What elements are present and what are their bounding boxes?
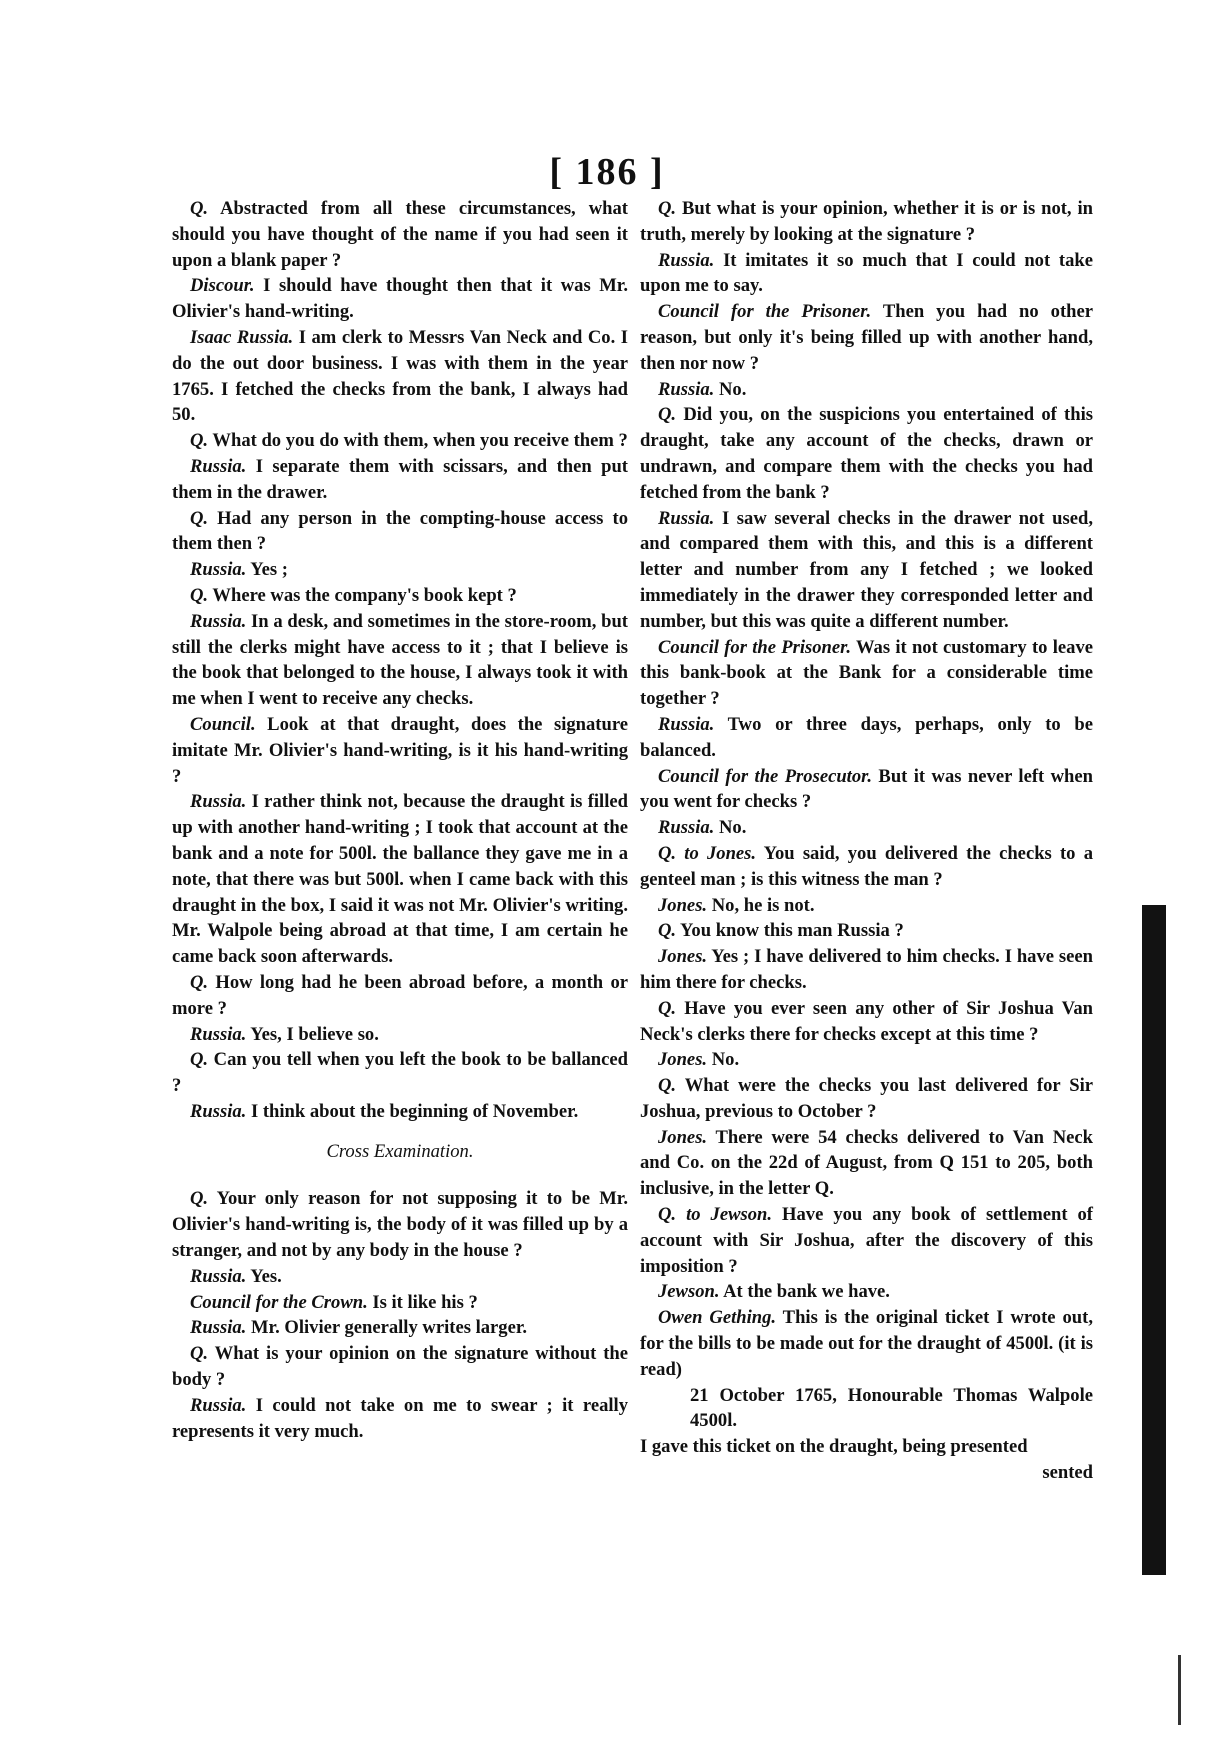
catchword: sented [1042, 1462, 1093, 1484]
testimony-paragraph [640, 944, 1093, 996]
testimony-text: Can you tell when you left the book to be ballanced ? [172, 1049, 628, 1097]
testimony-paragraph [172, 1047, 628, 1099]
speaker-label: Jones. [658, 1126, 708, 1148]
testimony-text: Yes ; [246, 559, 288, 581]
ticket-entry: 21 October 1765, Honourable Thomas Walpole 4500l. [690, 1384, 1093, 1432]
speaker-label: Russia. [190, 1100, 247, 1122]
testimony-paragraph [172, 428, 628, 454]
speaker-label: Jewson. [658, 1281, 720, 1303]
testimony-text: I saw several checks in the drawer not used, and compared them with this, and this is a different letter and number from any I fetched ; we looked immediately in the drawer they corresponded letter and number, but this was quite a different number. [640, 507, 1093, 632]
testimony-text: There were 54 checks delivered to Van Neck and Co. on the 22d of August, from Q 151 to 205, both inclusive, in the letter Q. [640, 1126, 1093, 1200]
speaker-label: Russia. [190, 610, 247, 632]
page-number: [ 186 ] [549, 151, 665, 193]
speaker-label: Council. [190, 713, 256, 735]
testimony-text: Did you, on the suspicions you entertained of this draught, take any account of the checks, drawn or undrawn, and compare them with the checks you had fetched from the bank ? [640, 404, 1093, 503]
speaker-label: Council for the Prosecutor. [658, 765, 872, 787]
testimony-paragraph [172, 506, 628, 558]
testimony-text: How long had he been abroad before, a month or more ? [172, 971, 628, 1019]
testimony-paragraph [172, 1290, 628, 1316]
testimony-text: Your only reason for not supposing it to be Mr. Olivier's hand-writing is, the body of it was filled up by a stranger, and not by any body in the house ? [172, 1188, 628, 1262]
testimony-text: You said, you delivered the checks to a genteel man ; is this witness the man ? [640, 842, 1093, 890]
speaker-label: Discour. [190, 275, 255, 297]
testimony-paragraph [172, 1341, 628, 1393]
left-column [172, 196, 628, 1444]
testimony-paragraph [172, 970, 628, 1022]
testimony-text: In a desk, and sometimes in the store-room, but still the clerks might have access to it ; that I believe is the book that belonged to the house, I always took it with me when I went to receive any checks. [172, 610, 628, 710]
testimony-text: Two or three days, perhaps, only to be balanced. [640, 713, 1093, 761]
testimony-paragraph [640, 712, 1093, 764]
testimony-paragraph [640, 918, 1093, 944]
testimony-text: Was it not customary to leave this bank-book at the Bank for a considerable time together ? [640, 636, 1093, 710]
speaker-label: Russia. [190, 1023, 247, 1045]
testimony-text: I am clerk to Messrs Van Neck and Co. I do the out door business. I was with them in the year 1765. I fetched the checks from the bank, I always had 50. [172, 326, 628, 426]
testimony-text: Had any person in the compting-house access to them then ? [172, 507, 628, 555]
testimony-paragraph [172, 454, 628, 506]
testimony-text: I should have thought then that it was Mr. Olivier's hand-writing. [172, 275, 628, 323]
speaker-label: Q. [658, 997, 677, 1019]
testimony-text: What do you do with them, when you receive them ? [208, 430, 628, 452]
testimony-text: Is it like his ? [367, 1291, 478, 1313]
testimony-text: I rather think not, because the draught is filled up with another hand-writing ; I took that account at the bank and a note for 500l. the ballance they gave me in a note, that there was but 500l. when I came back with this draught in the box, I said it was not Mr. Olivier's writing. Mr. Walpole being abroad at that time, I am certain he came back soon afterwards. [172, 791, 628, 968]
testimony-text: Then you had no other reason, but only it's being filled up with another hand, then nor now ? [640, 301, 1094, 374]
speaker-label: Russia. [190, 559, 247, 581]
testimony-paragraph [640, 996, 1093, 1048]
section-heading: Cross Examination. [326, 1140, 474, 1162]
testimony-text: But what is your opinion, whether it is or is not, in truth, merely by looking at the signature ? [640, 198, 1093, 245]
testimony-text: But it was never left when you went for checks ? [640, 765, 1093, 813]
testimony-text: It imitates it so much that I could not take upon me to say. [640, 249, 1093, 297]
testimony-text: Look at that draught, does the signature imitate Mr. Olivier's hand-writing, is it his hand-writing ? [172, 713, 628, 787]
speaker-label: Q. [658, 1075, 677, 1097]
speaker-label: Russia. [190, 1317, 247, 1339]
speaker-label: Q. [190, 430, 209, 452]
testimony-paragraph [640, 377, 1093, 403]
testimony-paragraph [172, 1264, 628, 1290]
testimony-text: I could not take on me to swear ; it really represents it very much. [172, 1394, 628, 1442]
speaker-label: Q. to Jewson. [658, 1204, 773, 1226]
testimony-text: Have you any book of settlement of account with Sir Joshua, after the discovery of this imposition ? [640, 1204, 1093, 1277]
speaker-label: Russia. [190, 455, 247, 477]
testimony-text: What is your opinion on the signature without the body ? [172, 1343, 628, 1391]
speaker-label: Q. [190, 1049, 209, 1071]
speaker-label: Q. [190, 1343, 209, 1365]
testimony-text: What were the checks you last delivered for Sir Joshua, previous to October ? [640, 1075, 1093, 1122]
speaker-label: Council for the Crown. [190, 1291, 368, 1313]
testimony-text: I separate them with scissars, and then put them in the drawer. [172, 455, 628, 503]
testimony-paragraph [640, 1279, 1093, 1305]
testimony-text: No, he is not. [707, 894, 815, 916]
testimony-text: Mr. Olivier generally writes larger. [246, 1317, 528, 1339]
testimony-paragraph [172, 1022, 628, 1048]
testimony-text: Abstracted from all these circumstances, what should you have thought of the name if you had seen it upon a blank paper ? [172, 198, 628, 271]
testimony-paragraph [172, 325, 628, 428]
testimony-paragraph [640, 893, 1093, 919]
speaker-label: Q. [190, 971, 209, 993]
testimony-text: I think about the beginning of November. [246, 1100, 579, 1122]
testimony-paragraph [640, 248, 1093, 300]
testimony-paragraph [640, 1047, 1093, 1073]
speaker-label: Jones. [658, 1049, 708, 1071]
speaker-label: Q. [190, 1188, 209, 1210]
speaker-label: Q. [658, 920, 677, 942]
testimony-paragraph [172, 1099, 628, 1125]
testimony-paragraph [172, 1315, 628, 1341]
testimony-paragraph [172, 196, 628, 273]
speaker-label: Russia. [190, 1394, 247, 1416]
speaker-label: Russia. [658, 817, 715, 839]
testimony-paragraph [172, 609, 628, 712]
testimony-text: Yes ; I have delivered to him checks. I have seen him there for checks. [640, 946, 1093, 993]
speaker-label: Jones. [658, 946, 708, 968]
testimony-paragraph [640, 1305, 1093, 1382]
speaker-label: Russia. [658, 507, 715, 529]
speaker-label: Q. [658, 404, 677, 426]
testimony-paragraph [640, 196, 1093, 248]
speaker-label: Jones. [658, 894, 708, 916]
speaker-label: Russia. [190, 1265, 247, 1287]
testimony-paragraph [640, 1202, 1093, 1279]
speaker-label: Q. [658, 198, 677, 219]
right-column [640, 196, 1093, 1486]
speaker-label: Q. [190, 198, 209, 219]
testimony-text: No. [707, 1049, 740, 1071]
testimony-text: Yes. [246, 1265, 282, 1287]
testimony-paragraph [640, 1125, 1093, 1202]
testimony-paragraph [172, 789, 628, 970]
speaker-label: Russia. [658, 378, 715, 400]
testimony-paragraph [640, 635, 1093, 712]
testimony-text: Where was the company's book kept ? [208, 584, 517, 606]
testimony-text: At the bank we have. [719, 1281, 890, 1303]
testimony-paragraph [640, 402, 1093, 505]
speaker-label: Q. [190, 584, 209, 606]
speaker-label: Q. to Jones. [658, 842, 757, 864]
testimony-text: No. [714, 817, 747, 839]
testimony-text: No. [714, 378, 747, 400]
speaker-label: Q. [190, 507, 209, 529]
testimony-paragraph [640, 841, 1093, 893]
testimony-paragraph [640, 764, 1093, 816]
speaker-label: Owen Gething. [658, 1307, 777, 1329]
speaker-label: Council for the Prisoner. [658, 636, 852, 658]
page-edge-shadow [1142, 905, 1166, 1575]
testimony-paragraph [172, 583, 628, 609]
speaker-label: Russia. [658, 713, 715, 735]
testimony-paragraph [172, 557, 628, 583]
testimony-text: Have you ever seen any other of Sir Joshua Van Neck's clerks there for checks except at this time ? [640, 997, 1093, 1045]
margin-mark [1178, 1655, 1181, 1725]
testimony-paragraph [640, 815, 1093, 841]
speaker-label: Russia. [658, 249, 715, 271]
testimony-paragraph [172, 1186, 628, 1263]
speaker-label: Russia. [190, 791, 247, 813]
testimony-paragraph [172, 273, 628, 325]
paragraph: I gave this ticket on the draught, being presented [640, 1436, 1028, 1458]
testimony-text: Yes, I believe so. [246, 1023, 379, 1045]
testimony-paragraph [172, 712, 628, 789]
testimony-text: You know this man Russia ? [676, 920, 904, 942]
testimony-text: This is the original ticket I wrote out, for the bills to be made out for the draught of 4500l. (it is read) [640, 1307, 1093, 1380]
speaker-label: Council for the Prisoner. [658, 301, 872, 323]
testimony-paragraph [640, 299, 1093, 376]
testimony-paragraph [640, 506, 1093, 635]
testimony-paragraph [640, 1073, 1093, 1125]
speaker-label: Isaac Russia. [190, 326, 294, 348]
testimony-paragraph [172, 1393, 628, 1445]
